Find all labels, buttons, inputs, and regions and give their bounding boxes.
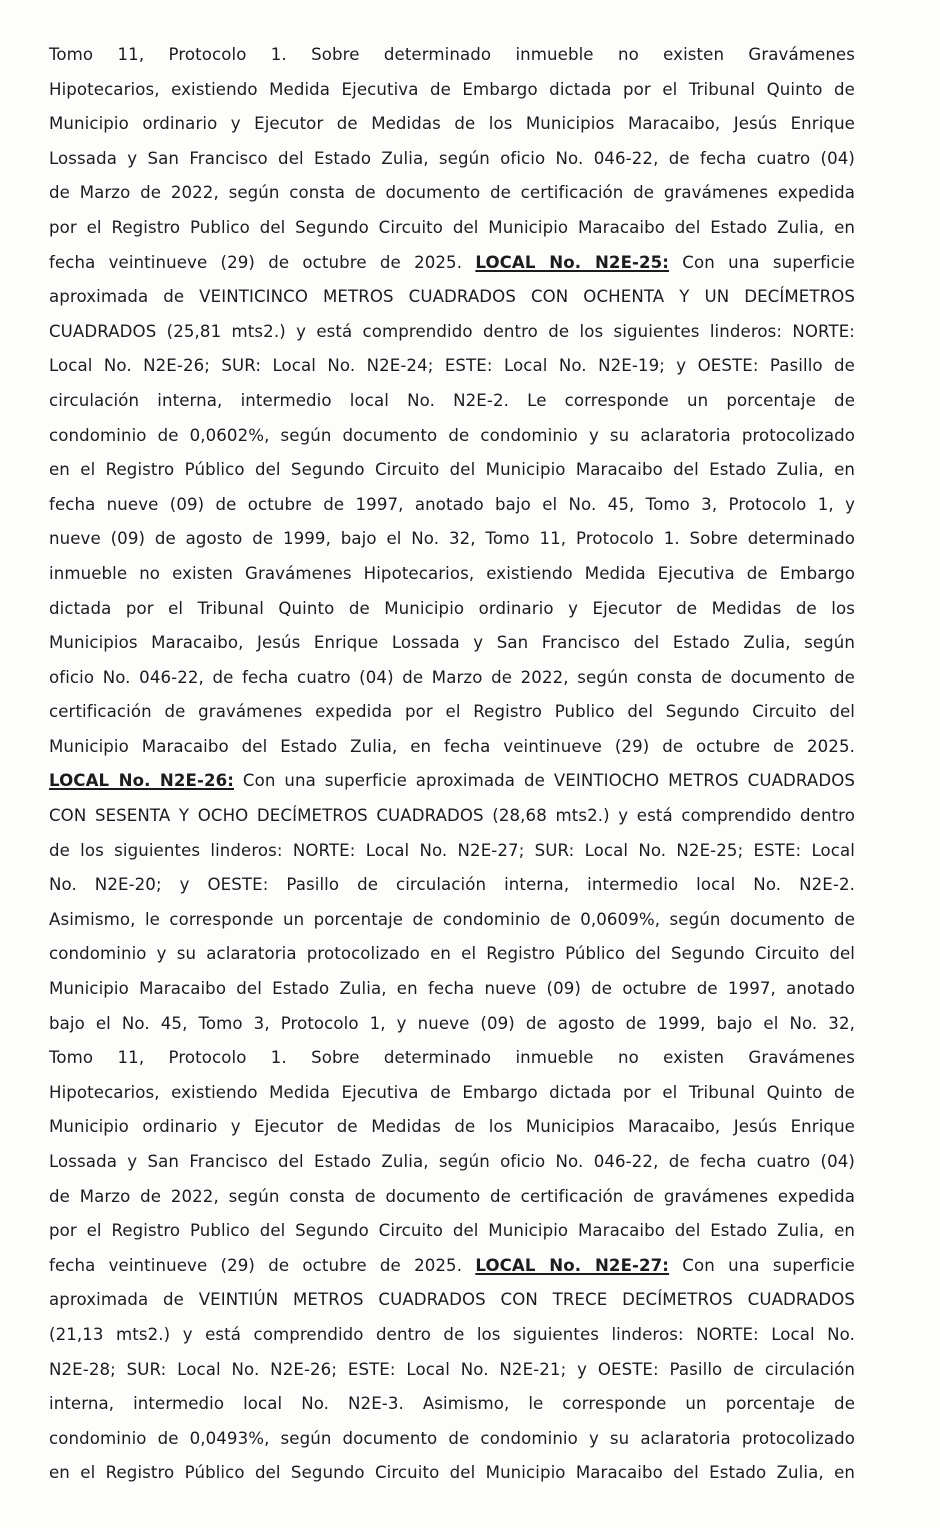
local-heading: LOCAL No. N2E-26: [49,771,234,791]
text-segment: fecha nueve (09) de octubre de 1997, anotado bajo el No. 45, Tomo 3, Protocolo 1, y [49,494,855,514]
document-page [49,38,855,1491]
text-segment: Local No. N2E-26; SUR: Local No. N2E-24; ESTE: Local No. N2E-19; y OESTE: Pasillo de [49,356,855,376]
text-segment: Municipio Maracaibo del Estado Zulia, en fecha veintinueve (29) de octubre de 2025. [49,736,855,756]
text-segment: fecha veintinueve (29) de octubre de 2025. [49,1255,476,1275]
text-line [49,488,855,523]
text-line [49,661,855,696]
text-line [49,1214,855,1249]
text-segment: N2E-28; SUR: Local No. N2E-26; ESTE: Local No. N2E-21; y OESTE: Pasillo de circulación [49,1359,855,1379]
text-segment: oficio No. 046-22, de fecha cuatro (04) de Marzo de 2022, según consta de documento de [49,667,855,687]
text-line [49,280,855,315]
text-segment: aproximada de VEINTIÚN METROS CUADRADOS CON TRECE DECÍMETROS CUADRADOS [49,1290,855,1310]
text-segment: Lossada y San Francisco del Estado Zulia, según oficio No. 046-22, de fecha cuatro (04) [49,148,855,168]
text-segment: Tomo 11, Protocolo 1. Sobre determinado inmueble no existen Gravámenes [49,1048,855,1068]
text-line [49,972,855,1007]
text-segment: aproximada de VEINTICINCO METROS CUADRADOS CON OCHENTA Y UN DECÍMETROS [49,287,855,307]
text-line [49,349,855,384]
text-segment: fecha veintinueve (29) de octubre de 2025. [49,252,476,272]
text-line [49,211,855,246]
text-segment: Asimismo, le corresponde un porcentaje de condominio de 0,0609%, según documento de [49,909,855,929]
text-segment: por el Registro Publico del Segundo Circuito del Municipio Maracaibo del Estado Zulia, en [49,217,855,237]
text-line [49,1180,855,1215]
local-heading: LOCAL No. N2E-25: [475,252,670,272]
text-line [49,1283,855,1318]
text-line [49,626,855,661]
text-line [49,799,855,834]
text-line [49,176,855,211]
text-segment: Municipio Maracaibo del Estado Zulia, en fecha nueve (09) de octubre de 1997, anotado [49,979,855,999]
text-segment: circulación interna, intermedio local No. N2E-2. Le corresponde un porcentaje de [49,390,855,410]
text-line [49,419,855,454]
text-segment: CON SESENTA Y OCHO DECÍMETROS CUADRADOS (28,68 mts2.) y está comprendido dentro [49,806,855,826]
text-line [49,107,855,142]
text-segment: condominio de 0,0602%, según documento de condominio y su aclaratoria protocolizado [49,425,855,445]
text-line [49,1422,855,1457]
text-line [49,868,855,903]
text-line [49,246,855,281]
text-line [49,315,855,350]
text-segment: de Marzo de 2022, según consta de documento de certificación de gravámenes expedida [49,1186,855,1206]
text-segment: (21,13 mts2.) y está comprendido dentro de los siguientes linderos: NORTE: Local No. [49,1324,855,1344]
text-segment: Con una superficie [669,1255,855,1275]
text-line [49,834,855,869]
text-line [49,1456,855,1491]
text-segment: Tomo 11, Protocolo 1. Sobre determinado inmueble no existen Gravámenes [49,45,855,64]
text-segment: Municipio ordinario y Ejecutor de Medidas de los Municipios Maracaibo, Jesús Enrique [49,114,855,134]
text-segment: condominio de 0,0493%, según documento de condominio y su aclaratoria protocolizado [49,1428,855,1448]
text-line [49,1110,855,1145]
text-line [49,453,855,488]
text-line [49,1353,855,1388]
text-segment: dictada por el Tribunal Quinto de Municipio ordinario y Ejecutor de Medidas de los [49,598,855,618]
text-segment: certificación de gravámenes expedida por el Registro Publico del Segundo Circuito del [49,702,855,722]
text-line [49,557,855,592]
text-line [49,142,855,177]
text-line [49,1387,855,1422]
text-segment: en el Registro Público del Segundo Circuito del Municipio Maracaibo del Estado Zulia, en [49,1463,855,1483]
text-segment: de los siguientes linderos: NORTE: Local No. N2E-27; SUR: Local No. N2E-25; ESTE: Local [49,840,855,860]
text-segment: CUADRADOS (25,81 mts2.) y está comprendido dentro de los siguientes linderos: NORTE: [49,321,855,341]
text-segment: Municipio ordinario y Ejecutor de Medidas de los Municipios Maracaibo, Jesús Enrique [49,1117,855,1137]
text-line [49,73,855,108]
text-line [49,1145,855,1180]
text-line [49,1041,855,1076]
text-line [49,764,855,799]
text-line [49,592,855,627]
text-segment: inmueble no existen Gravámenes Hipotecarios, existiendo Medida Ejecutiva de Embargo [49,563,855,583]
text-line [49,1318,855,1353]
text-line [49,730,855,765]
text-segment: Hipotecarios, existiendo Medida Ejecutiva de Embargo dictada por el Tribunal Quinto de [49,79,855,99]
text-line [49,1249,855,1284]
text-line [49,1007,855,1042]
local-heading: LOCAL No. N2E-27: [475,1255,670,1275]
text-segment: condominio y su aclaratoria protocolizado en el Registro Público del Segundo Circuito del [49,944,855,964]
text-segment: en el Registro Público del Segundo Circuito del Municipio Maracaibo del Estado Zulia, en [49,460,855,480]
text-line [49,38,855,73]
text-line [49,522,855,557]
text-segment: Hipotecarios, existiendo Medida Ejecutiva de Embargo dictada por el Tribunal Quinto de [49,1082,855,1102]
text-segment: bajo el No. 45, Tomo 3, Protocolo 1, y nueve (09) de agosto de 1999, bajo el No. 32, [49,1013,855,1033]
text-segment: interna, intermedio local No. N2E-3. Asimismo, le corresponde un porcentaje de [49,1394,855,1414]
text-segment: nueve (09) de agosto de 1999, bajo el No. 32, Tomo 11, Protocolo 1. Sobre determinado [49,529,855,549]
text-segment: Con una superficie [669,252,855,272]
text-line [49,695,855,730]
text-line [49,903,855,938]
text-segment: No. N2E-20; y OESTE: Pasillo de circulación interna, intermedio local No. N2E-2. [49,875,855,895]
text-line [49,1076,855,1111]
text-segment: de Marzo de 2022, según consta de documento de certificación de gravámenes expedida [49,183,855,203]
text-line [49,937,855,972]
text-line [49,384,855,419]
text-segment: Lossada y San Francisco del Estado Zulia, según oficio No. 046-22, de fecha cuatro (04) [49,1152,855,1171]
text-segment: Municipios Maracaibo, Jesús Enrique Lossada y San Francisco del Estado Zulia, según [49,633,855,653]
text-segment: Con una superficie aproximada de VEINTIOCHO METROS CUADRADOS [233,771,855,791]
text-segment: por el Registro Publico del Segundo Circuito del Municipio Maracaibo del Estado Zulia, en [49,1221,855,1241]
